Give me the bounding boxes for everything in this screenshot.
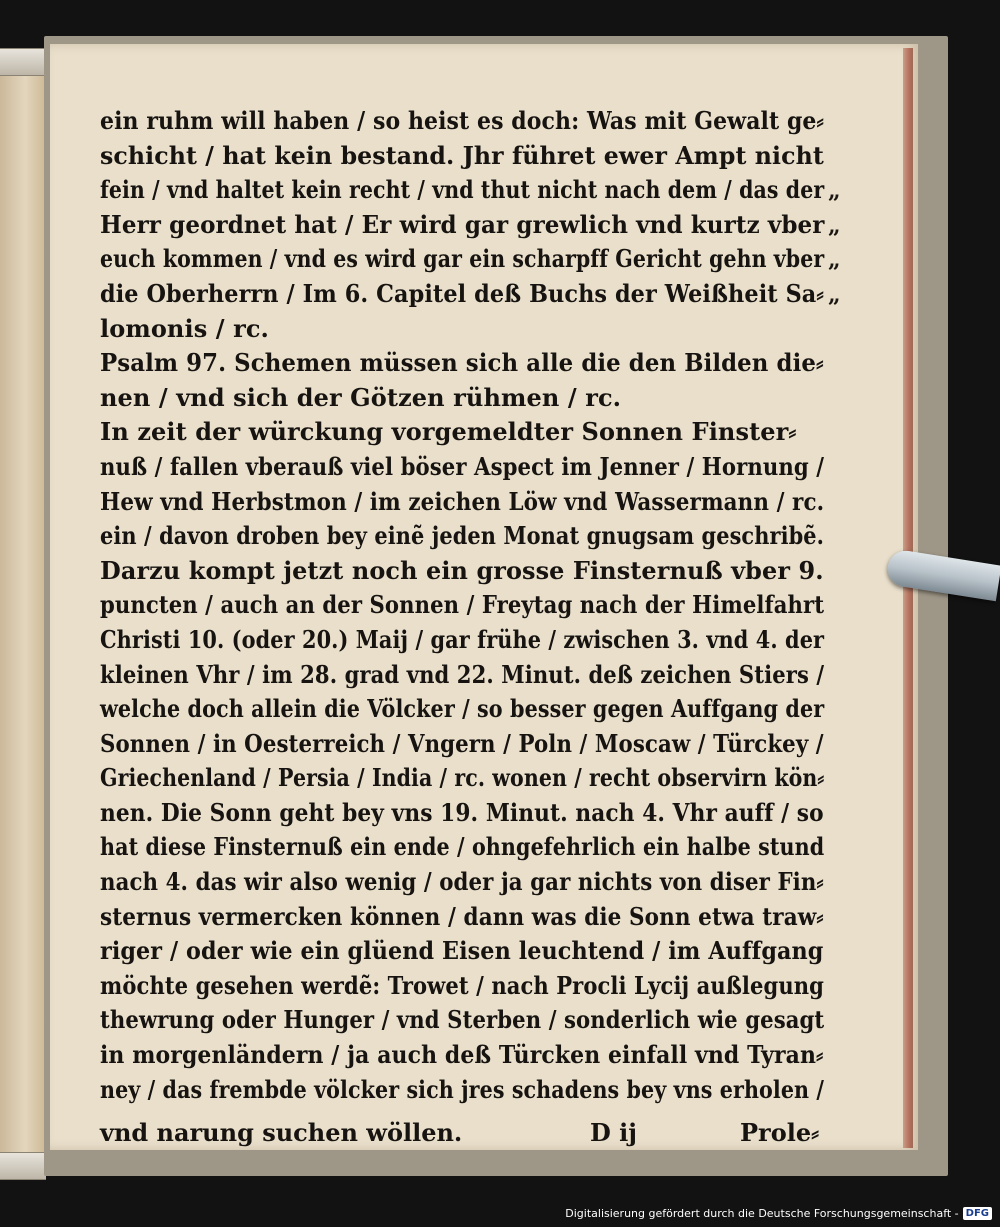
margin-quote-mark: „ [828, 212, 841, 239]
text-line: fein / vnd haltet kein recht / vnd thut nicht nach dem / das der [100, 175, 825, 205]
text-line: kleinen Vhr / im 28. grad vnd 22. Minut. deß zeichen Stiers / [100, 659, 825, 689]
margin-quotation-marks [828, 174, 852, 312]
red-page-edge [903, 48, 913, 1148]
text-line: thewrung oder Hunger / vnd Sterben / sonderlich wie gesagt [100, 1005, 825, 1035]
text-line: Griechenland / Persia / India / rc. wonen / recht observirn kön⸗ [100, 763, 825, 793]
last-text-line: vnd narung suchen wöllen. [100, 1118, 463, 1147]
binding-thread-bottom [0, 1152, 46, 1180]
text-line: nen. Die Sonn geht bey vns 19. Minut. nach 4. Vhr auff / so [100, 797, 824, 827]
text-line: nach 4. das wir also wenig / oder ja gar nichts von diser Fin⸗ [100, 867, 824, 897]
signature-mark: D ij [590, 1118, 637, 1147]
text-line: die Oberherrn / Im 6. Capitel deß Buchs der Weißheit Sa⸗ [100, 278, 824, 308]
text-line: puncten / auch an der Sonnen / Freytag nach der Himelfahrt [100, 590, 825, 620]
text-line: sternus vermercken können / dann was die Sonn etwa traw⸗ [100, 901, 824, 931]
text-line: Christi 10. (oder 20.) Maij / gar frühe / zwischen 3. vnd 4. der [100, 624, 825, 654]
footer-credit-text: Digitalisierung gefördert durch die Deutsche Forschungsgemeinschaft - [565, 1206, 959, 1220]
text-line: nen / vnd sich der Götzen rühmen / rc. [100, 382, 622, 412]
text-line: in morgenländern / ja auch deß Türcken einfall vnd Tyran⸗ [100, 1040, 824, 1070]
text-line: euch kommen / vnd es wird gar ein scharpff Gericht gehn vber [100, 244, 825, 274]
binding-thread-top [0, 48, 46, 76]
text-line: Psalm 97. Schemen müssen sich alle die den Bilden die⸗ [100, 348, 824, 378]
dfg-logo: DFG [963, 1207, 992, 1220]
text-line: nuß / fallen vberauß viel böser Aspect im Jenner / Hornung / [100, 451, 825, 481]
text-line: Herr geordnet hat / Er wird gar grewlich vnd kurtz vber [100, 209, 825, 239]
left-page-edge [0, 52, 48, 1157]
text-line: ein ruhm will haben / so heist es doch: Was mit Gewalt ge⸗ [100, 106, 824, 135]
text-line: In zeit der würckung vorgemeldter Sonnen Finster⸗ [100, 417, 797, 447]
text-line: riger / oder wie ein glüend Eisen leuchtend / im Auffgang [100, 936, 824, 966]
text-line: Sonnen / in Oesterreich / Vngern / Poln / Moscaw / Türckey / [100, 728, 824, 758]
text-line: schicht / hat kein bestand. Jhr führet ewer Ampt nicht [100, 140, 824, 170]
text-line: hat diese Finsternuß ein ende / ohngefehrlich ein halbe stund [100, 832, 825, 862]
text-line: lomonis / rc. [100, 313, 269, 343]
catchword: Prole⸗ [740, 1118, 820, 1147]
text-line: Hew vnd Herbstmon / im zeichen Löw vnd Wassermann / rc. [100, 486, 825, 516]
last-line-row [100, 1118, 830, 1152]
margin-quote-mark: „ [828, 178, 841, 204]
text-line: Darzu kompt jetzt noch ein grosse Finsternuß vber 9. [100, 555, 824, 585]
margin-quote-mark: „ [828, 247, 841, 274]
digitization-footer [565, 1204, 992, 1222]
text-line: ein / davon droben bey einẽ jeden Monat gnugsam geschribẽ. [100, 521, 825, 551]
text-line: möchte gesehen werdẽ: Trowet / nach Procli Lycij außlegung [100, 970, 824, 1000]
text-line: ney / das frembde völcker sich jres schadens bey vns erholen / [100, 1074, 825, 1104]
page-text-block [100, 104, 824, 1107]
text-line: welche doch allein die Völcker / so besser gegen Auffgang der [100, 694, 825, 724]
margin-quote-mark: „ [828, 281, 841, 308]
